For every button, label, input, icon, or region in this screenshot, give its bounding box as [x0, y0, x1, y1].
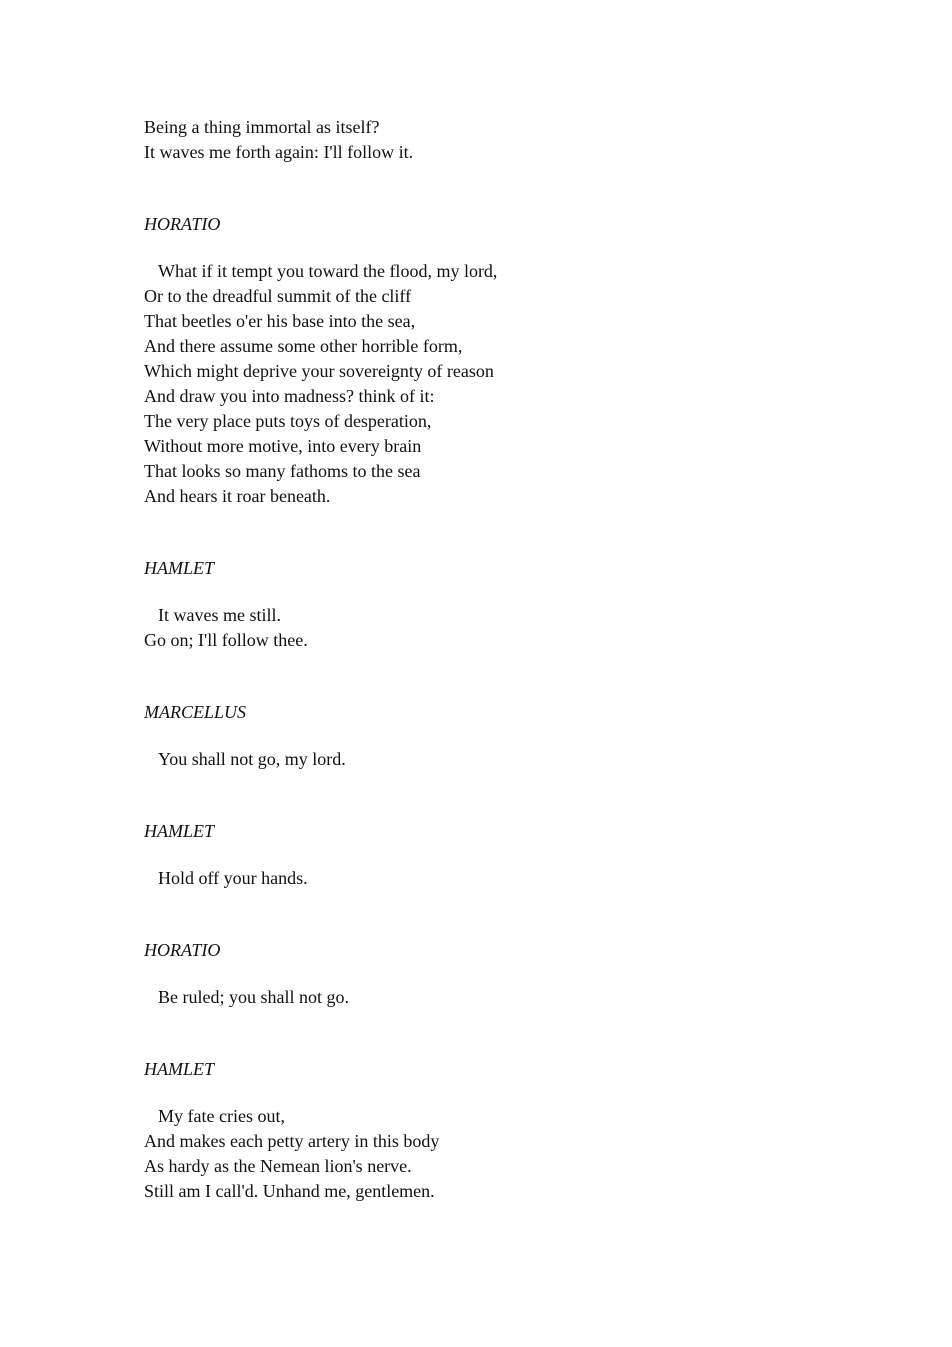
speech	[144, 938, 844, 1010]
verse-line: Being a thing immortal as itself?	[144, 117, 380, 137]
verse-line: And makes each petty artery in this body	[144, 1131, 440, 1151]
verse-line: It waves me still.	[158, 605, 281, 625]
verse-line: And there assume some other horrible form,	[144, 336, 463, 356]
verse-line: Without more motive, into every brain	[144, 436, 422, 456]
speech	[144, 556, 844, 653]
verse-line: As hardy as the Nemean lion's nerve.	[144, 1156, 412, 1176]
speaker-name: HAMLET	[144, 558, 215, 578]
speech	[144, 212, 844, 509]
speaker-name: MARCELLUS	[144, 702, 247, 722]
verse-line: Hold off your hands.	[158, 868, 308, 888]
verse-line: My fate cries out,	[158, 1106, 285, 1126]
speaker-name: HAMLET	[144, 1059, 215, 1079]
speaker-name: HORATIO	[144, 940, 221, 960]
speaker-name: HAMLET	[144, 821, 215, 841]
verse-line: What if it tempt you toward the flood, my lord,	[158, 261, 498, 281]
opening-verse	[144, 115, 844, 165]
speech	[144, 700, 844, 772]
verse-line: The very place puts toys of desperation,	[144, 411, 432, 431]
verse-line: Still am I call'd. Unhand me, gentlemen.	[144, 1181, 435, 1201]
verse-line: Which might deprive your sovereignty of reason	[144, 361, 494, 381]
verse-line: It waves me forth again: I'll follow it.	[144, 142, 414, 162]
verse-line: You shall not go, my lord.	[158, 749, 346, 769]
verse-line: That looks so many fathoms to the sea	[144, 461, 421, 481]
speaker-name: HORATIO	[144, 214, 221, 234]
verse-line: That beetles o'er his base into the sea,	[144, 311, 416, 331]
verse-line: And hears it roar beneath.	[144, 486, 331, 506]
verse-line: And draw you into madness? think of it:	[144, 386, 435, 406]
verse-line: Be ruled; you shall not go.	[158, 987, 349, 1007]
play-text-page	[144, 115, 844, 1204]
speech	[144, 819, 844, 891]
verse-line: Go on; I'll follow thee.	[144, 630, 308, 650]
verse-line: Or to the dreadful summit of the cliff	[144, 286, 412, 306]
speech	[144, 1057, 844, 1204]
